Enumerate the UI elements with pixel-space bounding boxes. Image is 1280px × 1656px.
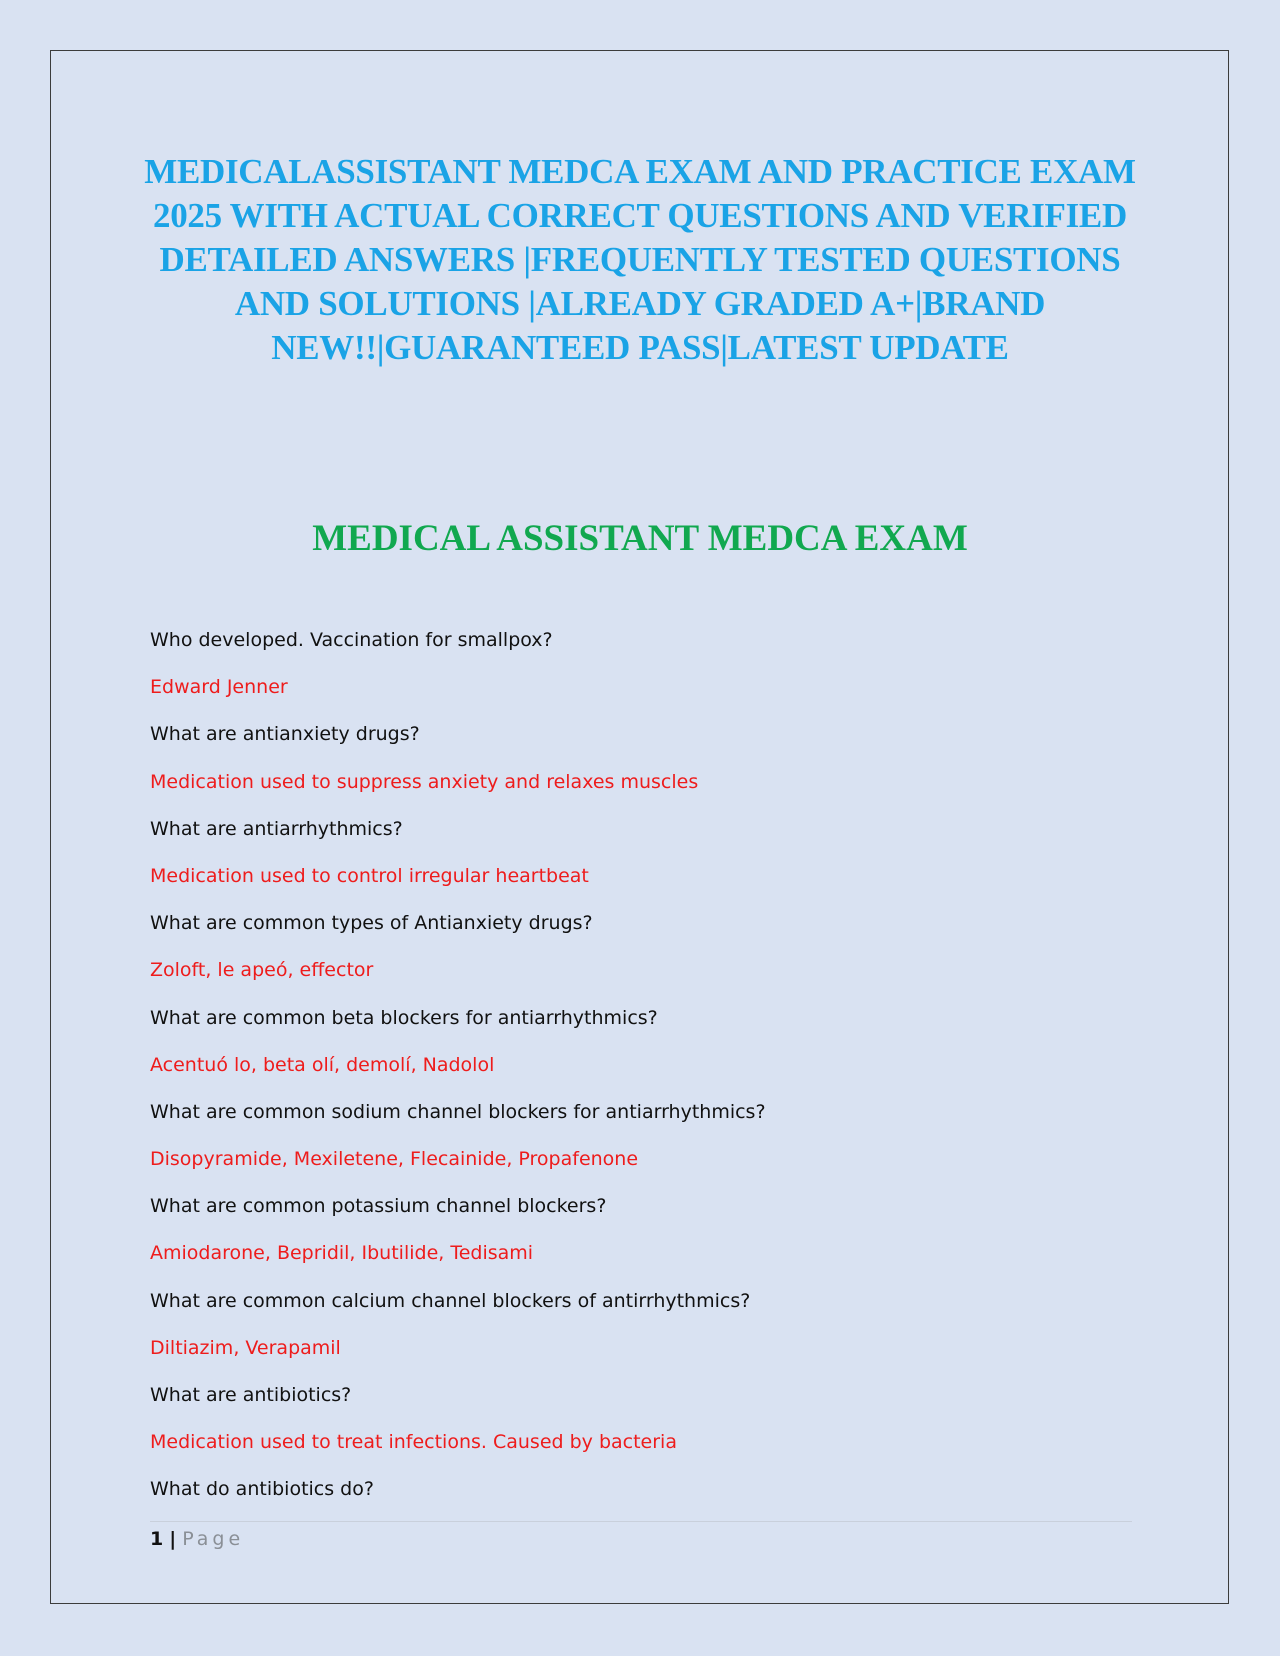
question-text: What are common potassium channel blockers? — [150, 1195, 607, 1218]
section-title: MEDICAL ASSISTANT MEDCA EXAM — [312, 518, 968, 559]
question-text: What are common beta blockers for antiarrhythmics? — [150, 1006, 658, 1029]
page-label: Page — [182, 1528, 245, 1550]
question-text: What do antibiotics do? — [150, 1478, 374, 1501]
question-text: What are common calcium channel blockers of antirrhythmics? — [150, 1289, 751, 1312]
answer-text: Medication used to suppress anxiety and relaxes muscles — [150, 770, 699, 793]
question-text: What are antibiotics? — [150, 1384, 352, 1406]
question-text: What are common types of Antianxiety drugs? — [150, 912, 593, 935]
footer-divider — [150, 1521, 1132, 1522]
footer-separator: | — [169, 1528, 177, 1550]
answer-text: Medication used to treat infections. Caused by bacteria — [150, 1431, 677, 1454]
question-text: What are antianxiety drugs? — [150, 723, 420, 746]
page-footer — [150, 1526, 244, 1552]
question-text: What are common sodium channel blockers for antiarrhythmics? — [150, 1100, 766, 1123]
document-title: MEDICALASSISTANT MEDCA EXAM AND PRACTICE EXAM 2025 WITH ACTUAL CORRECT QUESTIONS AND VERIFIED DETAILED ANSWERS |FREQUENTLY TESTED QUESTIONS AND SOLUTIONS |ALREADY GRADED A+|BRAND NEW!!|GUARANTEED PASS|LATEST UPDATE — [144, 152, 1136, 367]
answer-text: Amiodarone, Bepridil, Ibutilide, Tedisami — [150, 1242, 534, 1265]
page-number: 1 — [150, 1528, 164, 1550]
question-text: What are antiarrhythmics? — [150, 817, 403, 840]
question-text: Who developed. Vaccination for smallpox? — [150, 629, 553, 651]
answer-text: Disopyramide, Mexiletene, Flecainide, Propafenone — [150, 1148, 639, 1171]
answer-text: Edward Jenner — [150, 676, 288, 699]
answer-text: Medication used to control irregular heartbeat — [150, 864, 589, 887]
qa-list — [150, 622, 1130, 1519]
answer-text: Diltiazim, Verapamil — [150, 1336, 341, 1359]
answer-text: Zoloft, le apeó, effector — [150, 959, 374, 982]
answer-text: Acentuó lo, beta olí, demolí, Nadolol — [150, 1053, 495, 1076]
